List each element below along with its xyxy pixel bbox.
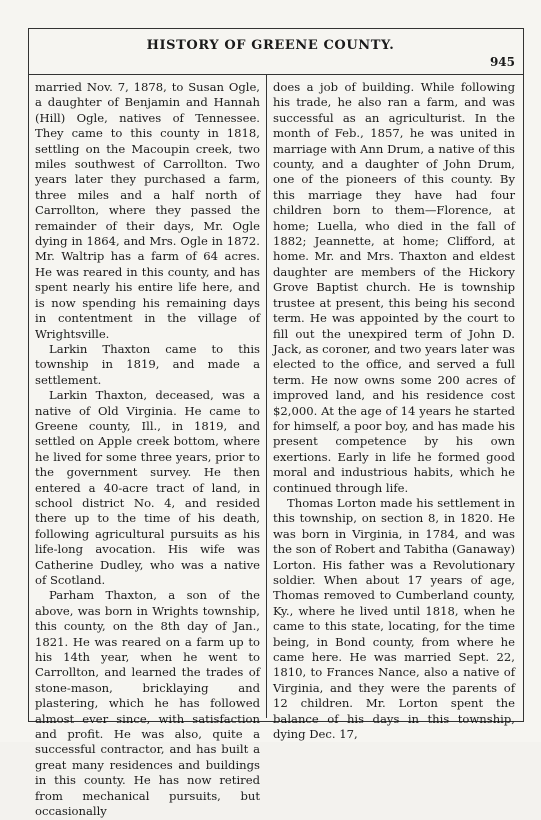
paragraph: Larkin Thaxton came to this township in 1819, and made a settlement. [35,341,260,387]
paragraph: Thomas Lorton made his settlement in this township, on section 8, in 1820. He was born in Virginia, in 1784, and was the son of Robert and Tabitha (Ganaway) Lorton. His father was a Revolutionary soldier. When about 17 years of age, Thomas removed to Cumberland county, Ky., where he lived until 1818, when he came to this state, locating, for the time being, in Bond county, from where he came here. He was married Sept. 22, 1810, to Frances Nance, also a native of Virginia, and they were the parents of 12 children. Mr. Lorton spent the balance of his days in this township, dying Dec. 17, [273,495,515,742]
left-column [35,80,260,820]
page-number: 945 [489,55,515,69]
header-rule [28,74,524,75]
right-column [273,80,515,742]
paragraph: Parham Thaxton, a son of the above, was born in Wrights township, this county, on the 8th day of Jan., 1821. He was reared on a farm up to his 14th year, when he went to Carrollton, and learned the trades of stone-mason, bricklaying and plastering, which he has followed almost ever since, with satisfaction and profit. He was also, quite a successful contractor, and has built a great many residences and buildings in this county. He has now retired from mechanical pursuits, but occasionally [35,588,260,819]
paragraph: married Nov. 7, 1878, to Susan Ogle, a daughter of Benjamin and Hannah (Hill) Ogle, natives of Tennessee. They came to this county in 1818, settling on the Macoupin creek, two miles southwest of Carrollton. Two years later they purchased a farm, three miles and a half north of Carrollton, where they passed the remainder of their days, Mr. Ogle dying in 1864, and Mrs. Ogle in 1872. Mr. Waltrip has a farm of 64 acres. He was reared in this county, and has spent nearly his entire life here, and is now spending his remaining days in contentment in the village of Wrightsville. [35,80,260,341]
paragraph: does a job of building. While following his trade, he also ran a farm, and was successful as an agriculturist. In the month of Feb., 1857, he was united in marriage with Ann Drum, a native of this county, and a daughter of John Drum, one of the pioneers of this county. By this marriage they have had four children born to them—Florence, at home; Luella, who died in the fall of 1882; Jeannette, at home; Clifford, at home. Mr. and Mrs. Thaxton and eldest daughter are members of the Hickory Grove Baptist church. He is township trustee at present, this being his second term. He was appointed by the court to fill out the unexpired term of John D. Jack, as coroner, and two years later was elected to the office, and served a full term. He now owns some 200 acres of improved land, and his residence cost $2,000. At the age of 14 years he started for himself, a poor boy, and has made his present competence by his own exertions. Early in life he formed good moral and industrious habits, which he continued through life. [273,80,515,495]
paragraph: Larkin Thaxton, deceased, was a native of Old Virginia. He came to Greene county, Ill., in 1819, and settled on Apple creek bottom, where he lived for some three years, prior to the government survey. He then entered a 40-acre tract of land, in school district No. 4, and resided there up to the time of his death, following agricultural pursuits as his life-long avocation. His wife was Catherine Dudley, who was a native of Scotland. [35,388,260,587]
running-head-title: HISTORY OF GREENE COUNTY. [146,38,395,53]
column-divider [266,75,267,718]
